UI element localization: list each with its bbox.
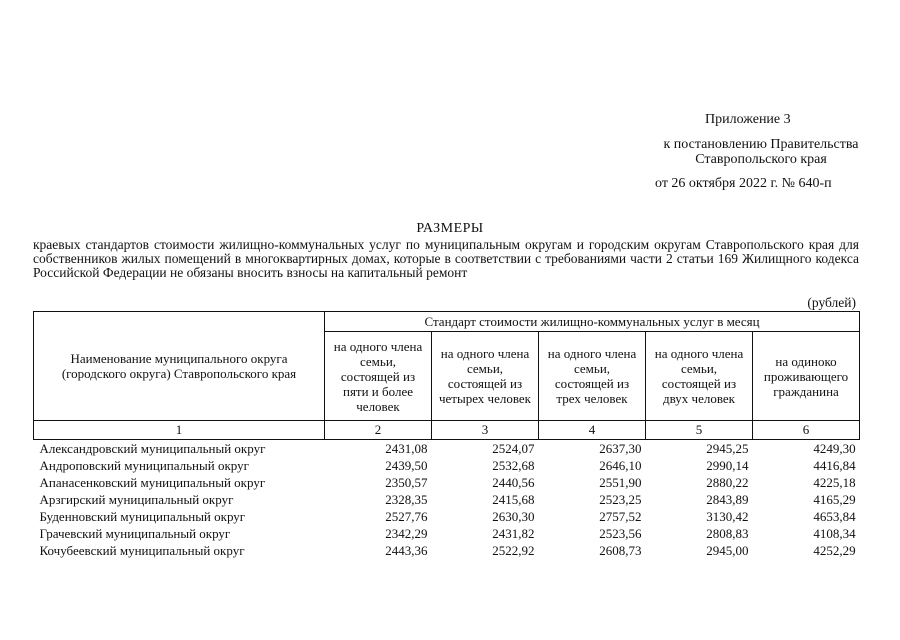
cost-value: 2532,68 (492, 458, 535, 473)
cost-value: 2415,68 (492, 492, 535, 507)
cost-value: 4653,84 (813, 509, 856, 524)
column-header-3: на одного члена семьи, состоящей из четырех человек (432, 332, 539, 421)
cost-value: 4252,29 (813, 543, 856, 558)
group-header: Стандарт стоимости жилищно-коммунальных услуг в месяц (325, 312, 860, 332)
district-name: Андроповский муниципальный округ (39, 458, 249, 473)
cost-value: 2431,08 (385, 441, 428, 456)
column-header-4: на одного члена семьи, состоящей из трех человек (539, 332, 646, 421)
cost-value: 2523,56 (599, 526, 642, 541)
cost-value: 2990,14 (706, 458, 749, 473)
column-number: 5 (646, 421, 753, 440)
document-title: РАЗМЕРЫ (416, 221, 484, 236)
district-name: Александровский муниципальный округ (39, 441, 266, 456)
cost-value: 4225,18 (813, 475, 856, 490)
units-label: (рублей) (807, 295, 856, 310)
column-header-6: на одиноко проживающего гражданина (753, 332, 860, 421)
cost-value: 2523,25 (599, 492, 642, 507)
district-name: Грачевский муниципальный округ (39, 526, 231, 541)
cost-value: 2524,07 (492, 441, 535, 456)
column-number: 2 (325, 421, 432, 440)
cost-value: 2945,00 (706, 543, 749, 558)
table-row (34, 491, 860, 508)
column-number: 6 (753, 421, 860, 440)
column-number: 4 (539, 421, 646, 440)
column-number: 1 (34, 421, 325, 440)
standards-table (33, 311, 860, 559)
table-row (34, 440, 860, 458)
table-row (34, 542, 860, 559)
cost-value: 2757,52 (599, 509, 642, 524)
cost-value: 4165,29 (813, 492, 856, 507)
column-header-2: на одного члена семьи, состоящей из пяти и более человек (325, 332, 432, 421)
cost-value: 2439,50 (385, 458, 428, 473)
cost-value: 2342,29 (385, 526, 428, 541)
cost-value: 3130,42 (706, 509, 749, 524)
column-header-5: на одного члена семьи, состоящей из двух человек (646, 332, 753, 421)
cost-value: 4416,84 (813, 458, 856, 473)
cost-value: 2843,89 (706, 492, 749, 507)
district-name: Кочубеевский муниципальный округ (39, 543, 245, 558)
cost-value: 2880,22 (706, 475, 749, 490)
cost-value: 2945,25 (706, 441, 749, 456)
cost-value: 2443,36 (385, 543, 428, 558)
cost-value: 2808,83 (706, 526, 749, 541)
appendix-label: Приложение 3 (705, 112, 791, 127)
table-row (34, 474, 860, 491)
cost-value: 2630,30 (492, 509, 535, 524)
resolution-reference (651, 137, 871, 167)
resolution-line-2: Ставропольского края (695, 152, 827, 167)
document-subtitle: краевых стандартов стоимости жилищно-коммунальных услуг по муниципальным округам и городским округам Ставропольского края для собственников жилых помещений в многоквартирных домах, которые в соответствии с требованиями части 2 статьи 169 Жилищного кодекса Российской Федерации не обязаны вносить взносы на капитальный ремонт (33, 237, 859, 280)
cost-value: 4108,34 (813, 526, 856, 541)
cost-value: 2328,35 (385, 492, 428, 507)
cost-value: 2431,82 (492, 526, 535, 541)
table-row (34, 457, 860, 474)
cost-value: 2440,56 (492, 475, 535, 490)
cost-value: 2637,30 (599, 441, 642, 456)
cost-value: 4249,30 (813, 441, 856, 456)
name-column-header: Наименование муниципального округа (городского округа) Ставропольского края (34, 312, 325, 421)
resolution-date: от 26 октября 2022 г. № 640-п (655, 176, 832, 191)
cost-value: 2522,92 (492, 543, 535, 558)
cost-value: 2527,76 (385, 509, 428, 524)
cost-value: 2646,10 (599, 458, 642, 473)
cost-value: 2350,57 (385, 475, 428, 490)
district-name: Арзгирский муниципальный округ (39, 492, 234, 507)
cost-value: 2608,73 (599, 543, 642, 558)
resolution-line-1: к постановлению Правительства (663, 137, 859, 152)
cost-value: 2551,90 (599, 475, 642, 490)
table-row (34, 525, 860, 542)
district-name: Буденновский муниципальный округ (39, 509, 246, 524)
table-row (34, 508, 860, 525)
district-name: Апанасенковский муниципальный округ (39, 475, 266, 490)
column-number: 3 (432, 421, 539, 440)
